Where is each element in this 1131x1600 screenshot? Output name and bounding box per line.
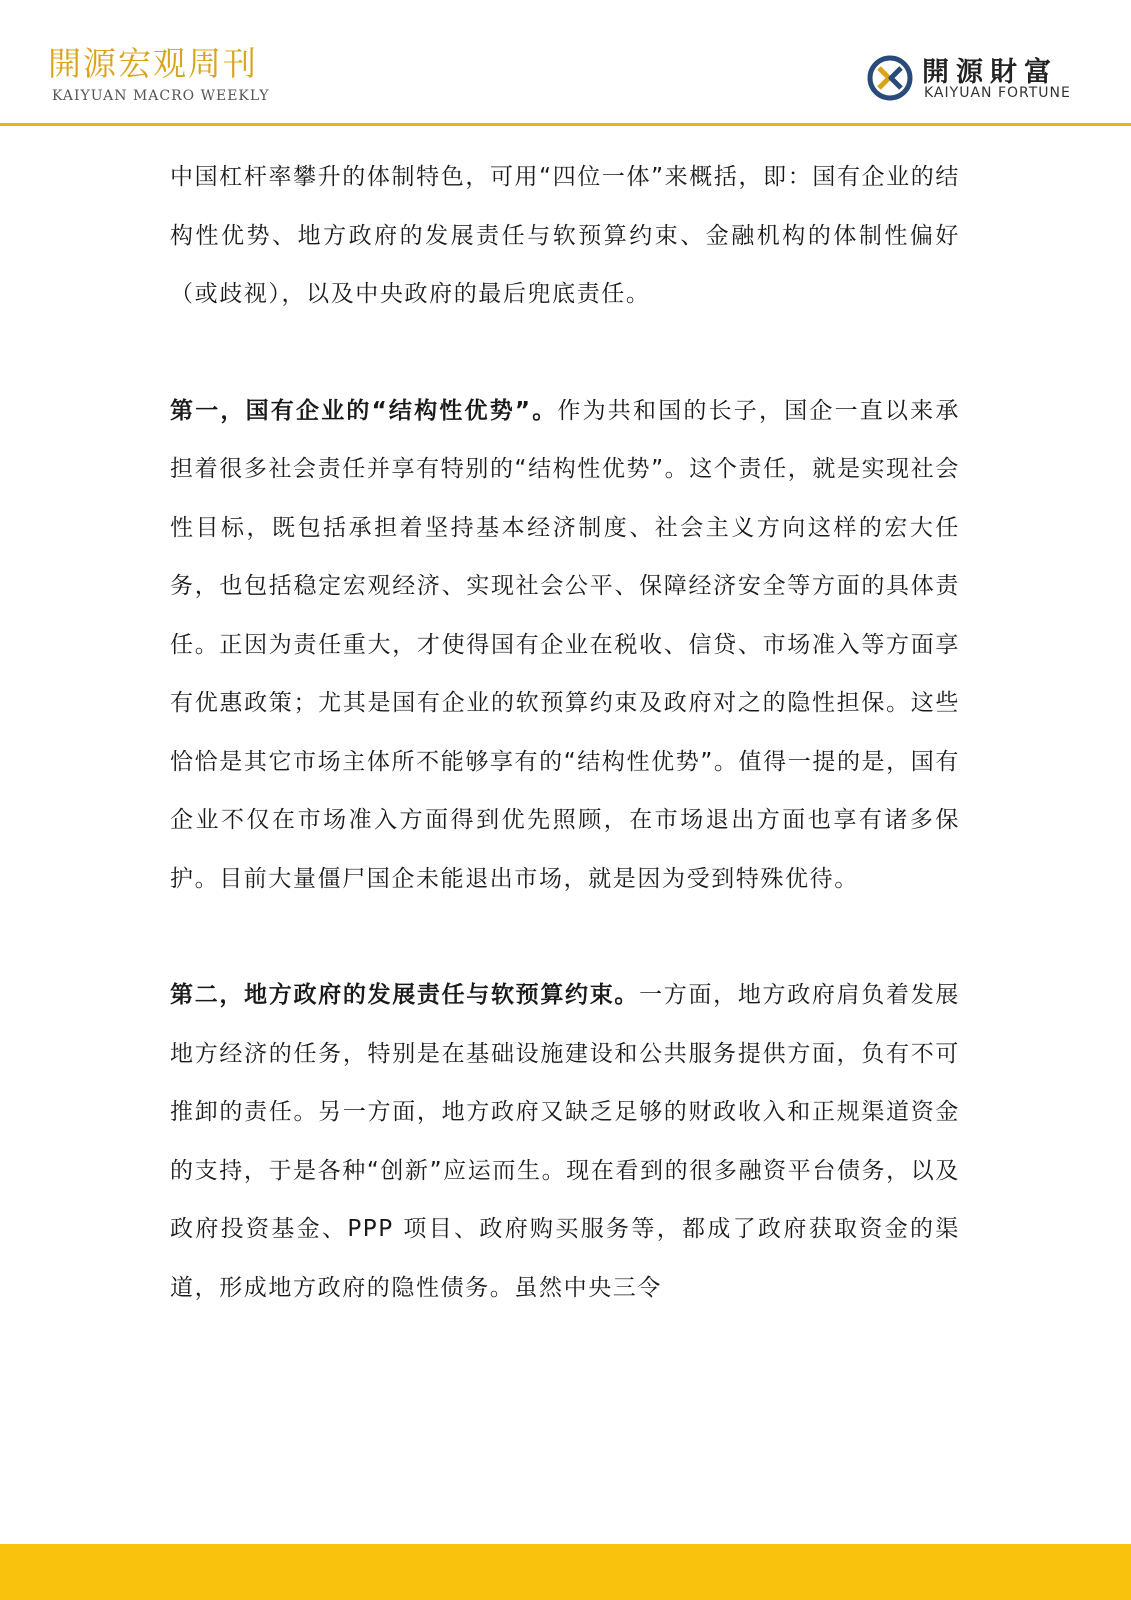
publication-title: 開源宏观周刊	[48, 44, 258, 83]
paragraph-heading: 第一，国有企业的“结构性优势”。	[170, 397, 558, 424]
logo-chinese-name: 開源財富	[922, 57, 1058, 88]
paragraph-heading: 第二，地方政府的发展责任与软预算约束。	[170, 982, 640, 1008]
company-logo	[866, 52, 1106, 108]
article-body	[170, 148, 960, 1317]
paragraph-intro	[170, 148, 960, 324]
page-header	[0, 0, 1131, 126]
footer-bar	[0, 1544, 1131, 1600]
kaiyuan-logo-icon	[866, 54, 914, 102]
paragraph-local-government	[170, 966, 960, 1317]
logo-english-name: KAIYUAN FORTUNE	[924, 85, 1071, 101]
publication-subtitle: KAIYUAN MACRO WEEKLY	[52, 88, 270, 104]
paragraph-text: 中国杠杆率攀升的体制特色，可用“四位一体”来概括，即：国有企业的结构性优势、地方政府的发展责任与软预算约束、金融机构的体制性偏好（或歧视），以及中央政府的最后兜底责任。	[170, 164, 960, 307]
paragraph-soe-advantage	[170, 382, 960, 909]
header-divider	[0, 123, 1131, 126]
paragraph-text: 一方面，地方政府肩负着发展地方经济的任务，特别是在基础设施建设和公共服务提供方面，负有不可推卸的责任。另一方面，地方政府又缺乏足够的财政收入和正规渠道资金的支持，于是各种“创新”应运而生。现在看到的很多融资平台债务，以及政府投资基金、PPP 项目、政府购买服务等，都成了政府获取资金的渠道，形成地方政府的隐性债务。虽然中央三令	[170, 982, 960, 1301]
paragraph-text: 作为共和国的长子，国企一直以来承担着很多社会责任并享有特别的“结构性优势”。这个责任，就是实现社会性目标，既包括承担着坚持基本经济制度、社会主义方向这样的宏大任务，也包括稳定宏观经济、实现社会公平、保障经济安全等方面的具体责任。正因为责任重大，才使得国有企业在税收、信贷、市场准入等方面享有优惠政策；尤其是国有企业的软预算约束及政府对之的隐性担保。这些恰恰是其它市场主体所不能够享有的“结构性优势”。值得一提的是，国有企业不仅在市场准入方面得到优先照顾，在市场退出方面也享有诸多保护。目前大量僵尸国企未能退出市场，就是因为受到特殊优待。	[170, 397, 960, 892]
